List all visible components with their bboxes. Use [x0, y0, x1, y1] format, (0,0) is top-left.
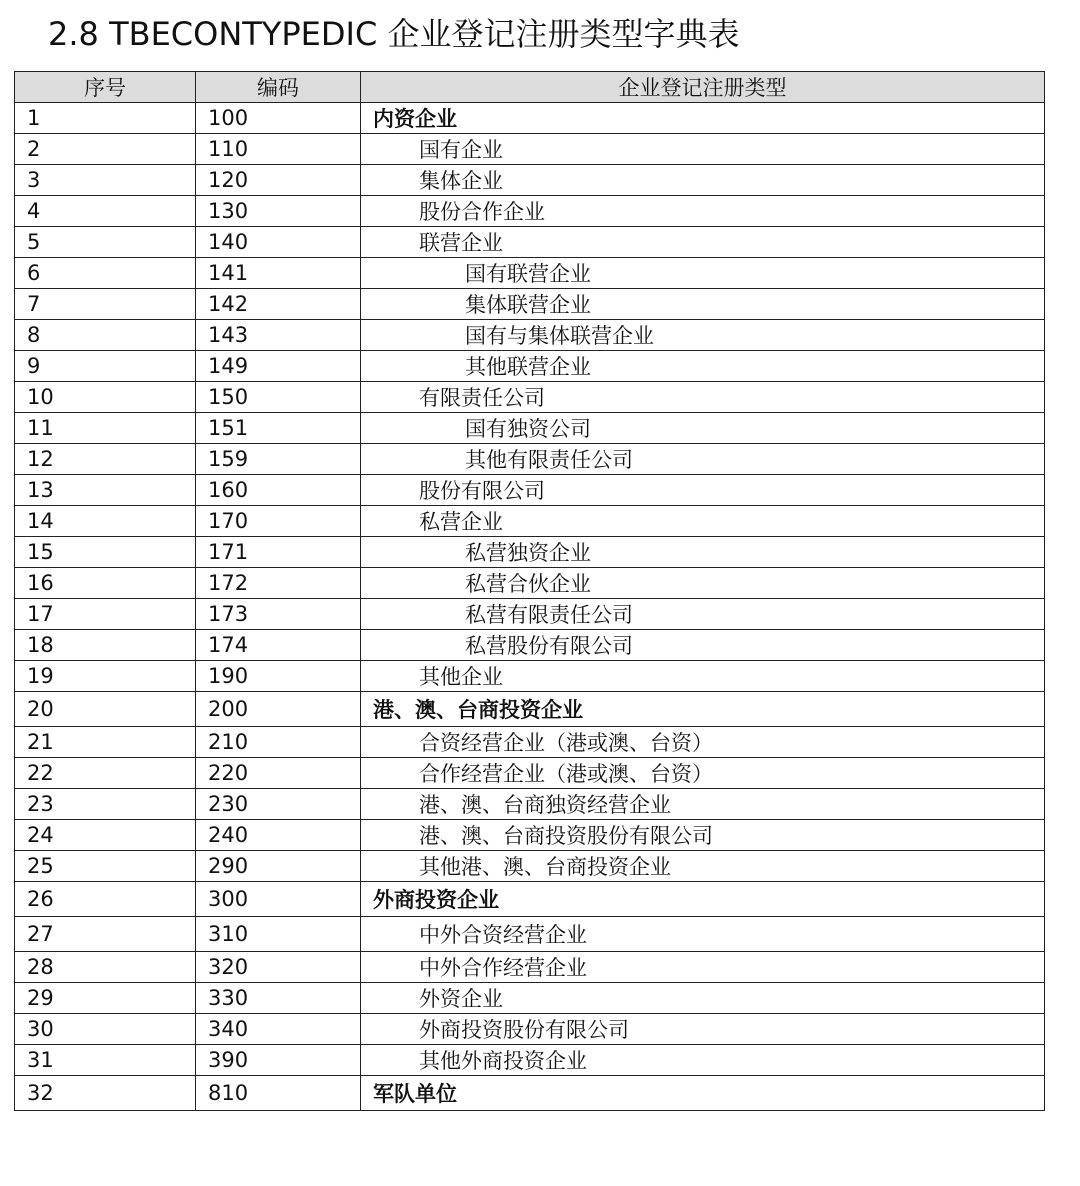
cell-code: 210: [196, 727, 361, 758]
cell-seq: 2: [15, 134, 196, 165]
cell-seq: 7: [15, 289, 196, 320]
cell-seq: 28: [15, 952, 196, 983]
cell-code: 142: [196, 289, 361, 320]
cell-seq: 11: [15, 413, 196, 444]
table-row: [15, 661, 1045, 692]
cell-code: 390: [196, 1045, 361, 1076]
table-row: [15, 227, 1045, 258]
page-title: 2.8 TBECONTYPEDIC 企业登记注册类型字典表: [48, 15, 740, 53]
cell-type: 国有企业: [361, 134, 1045, 165]
cell-type-category: 内资企业: [361, 103, 1045, 134]
cell-code: 141: [196, 258, 361, 289]
table-row: [15, 820, 1045, 851]
cell-code: 173: [196, 599, 361, 630]
cell-seq: 16: [15, 568, 196, 599]
table-row: [15, 475, 1045, 506]
cell-seq: 19: [15, 661, 196, 692]
cell-type: 私营独资企业: [361, 537, 1045, 568]
table-row: [15, 537, 1045, 568]
cell-type-category: 外商投资企业: [361, 882, 1045, 917]
cell-seq: 23: [15, 789, 196, 820]
cell-seq: 25: [15, 851, 196, 882]
cell-code: 340: [196, 1014, 361, 1045]
cell-seq: 1: [15, 103, 196, 134]
cell-code: 150: [196, 382, 361, 413]
header-code: 编码: [196, 72, 361, 103]
table-row: [15, 1045, 1045, 1076]
table-body: [15, 103, 1045, 1111]
cell-type: 其他有限责任公司: [361, 444, 1045, 475]
cell-type: 国有联营企业: [361, 258, 1045, 289]
dictionary-table-container: [14, 71, 1044, 1111]
cell-code: 130: [196, 196, 361, 227]
table-row: [15, 258, 1045, 289]
cell-code: 240: [196, 820, 361, 851]
cell-seq: 29: [15, 983, 196, 1014]
cell-code: 320: [196, 952, 361, 983]
cell-code: 151: [196, 413, 361, 444]
cell-type: 私营合伙企业: [361, 568, 1045, 599]
cell-type: 港、澳、台商投资股份有限公司: [361, 820, 1045, 851]
table-row: [15, 692, 1045, 727]
cell-code: 143: [196, 320, 361, 351]
cell-seq: 22: [15, 758, 196, 789]
cell-type: 外商投资股份有限公司: [361, 1014, 1045, 1045]
cell-code: 149: [196, 351, 361, 382]
cell-type: 集体联营企业: [361, 289, 1045, 320]
cell-seq: 6: [15, 258, 196, 289]
table-row: [15, 413, 1045, 444]
table-row: [15, 382, 1045, 413]
cell-seq: 5: [15, 227, 196, 258]
cell-seq: 3: [15, 165, 196, 196]
table-row: [15, 196, 1045, 227]
cell-type: 其他企业: [361, 661, 1045, 692]
cell-seq: 32: [15, 1076, 196, 1111]
cell-type: 其他联营企业: [361, 351, 1045, 382]
cell-type: 中外合资经营企业: [361, 917, 1045, 952]
table-row: [15, 1076, 1045, 1111]
cell-seq: 30: [15, 1014, 196, 1045]
cell-code: 230: [196, 789, 361, 820]
table-header-row: [15, 72, 1045, 103]
table-row: [15, 917, 1045, 952]
cell-seq: 14: [15, 506, 196, 537]
table-row: [15, 952, 1045, 983]
cell-code: 190: [196, 661, 361, 692]
cell-type: 其他港、澳、台商投资企业: [361, 851, 1045, 882]
cell-code: 220: [196, 758, 361, 789]
cell-seq: 12: [15, 444, 196, 475]
cell-type: 外资企业: [361, 983, 1045, 1014]
cell-code: 330: [196, 983, 361, 1014]
cell-seq: 21: [15, 727, 196, 758]
cell-type: 私营有限责任公司: [361, 599, 1045, 630]
cell-type: 私营企业: [361, 506, 1045, 537]
cell-code: 100: [196, 103, 361, 134]
table-row: [15, 320, 1045, 351]
header-type: 企业登记注册类型: [361, 72, 1045, 103]
table-row: [15, 983, 1045, 1014]
cell-type: 国有独资公司: [361, 413, 1045, 444]
cell-code: 310: [196, 917, 361, 952]
cell-type: 合作经营企业（港或澳、台资）: [361, 758, 1045, 789]
cell-seq: 4: [15, 196, 196, 227]
table-row: [15, 789, 1045, 820]
table-row: [15, 134, 1045, 165]
cell-type-category: 港、澳、台商投资企业: [361, 692, 1045, 727]
table-row: [15, 851, 1045, 882]
cell-seq: 31: [15, 1045, 196, 1076]
cell-type: 港、澳、台商独资经营企业: [361, 789, 1045, 820]
cell-seq: 24: [15, 820, 196, 851]
cell-type: 联营企业: [361, 227, 1045, 258]
cell-code: 172: [196, 568, 361, 599]
cell-code: 174: [196, 630, 361, 661]
header-seq: 序号: [15, 72, 196, 103]
table-row: [15, 506, 1045, 537]
cell-seq: 15: [15, 537, 196, 568]
cell-code: 171: [196, 537, 361, 568]
table-row: [15, 758, 1045, 789]
table-row: [15, 165, 1045, 196]
cell-type: 私营股份有限公司: [361, 630, 1045, 661]
table-row: [15, 351, 1045, 382]
table-row: [15, 630, 1045, 661]
table-row: [15, 568, 1045, 599]
cell-code: 159: [196, 444, 361, 475]
table-row: [15, 103, 1045, 134]
cell-type: 其他外商投资企业: [361, 1045, 1045, 1076]
cell-type: 股份合作企业: [361, 196, 1045, 227]
cell-seq: 9: [15, 351, 196, 382]
cell-type: 合资经营企业（港或澳、台资）: [361, 727, 1045, 758]
table-row: [15, 882, 1045, 917]
cell-seq: 13: [15, 475, 196, 506]
cell-seq: 8: [15, 320, 196, 351]
cell-type: 中外合作经营企业: [361, 952, 1045, 983]
cell-type: 集体企业: [361, 165, 1045, 196]
cell-code: 200: [196, 692, 361, 727]
dictionary-table: [14, 71, 1045, 1111]
cell-code: 290: [196, 851, 361, 882]
table-row: [15, 1014, 1045, 1045]
cell-code: 160: [196, 475, 361, 506]
cell-seq: 18: [15, 630, 196, 661]
table-row: [15, 289, 1045, 320]
cell-seq: 10: [15, 382, 196, 413]
table-row: [15, 599, 1045, 630]
cell-type: 股份有限公司: [361, 475, 1045, 506]
cell-code: 810: [196, 1076, 361, 1111]
cell-code: 140: [196, 227, 361, 258]
cell-seq: 20: [15, 692, 196, 727]
cell-code: 110: [196, 134, 361, 165]
cell-type: 有限责任公司: [361, 382, 1045, 413]
cell-code: 300: [196, 882, 361, 917]
cell-type-category: 军队单位: [361, 1076, 1045, 1111]
cell-seq: 17: [15, 599, 196, 630]
cell-code: 120: [196, 165, 361, 196]
cell-type: 国有与集体联营企业: [361, 320, 1045, 351]
table-row: [15, 444, 1045, 475]
cell-seq: 26: [15, 882, 196, 917]
cell-code: 170: [196, 506, 361, 537]
cell-seq: 27: [15, 917, 196, 952]
table-row: [15, 727, 1045, 758]
